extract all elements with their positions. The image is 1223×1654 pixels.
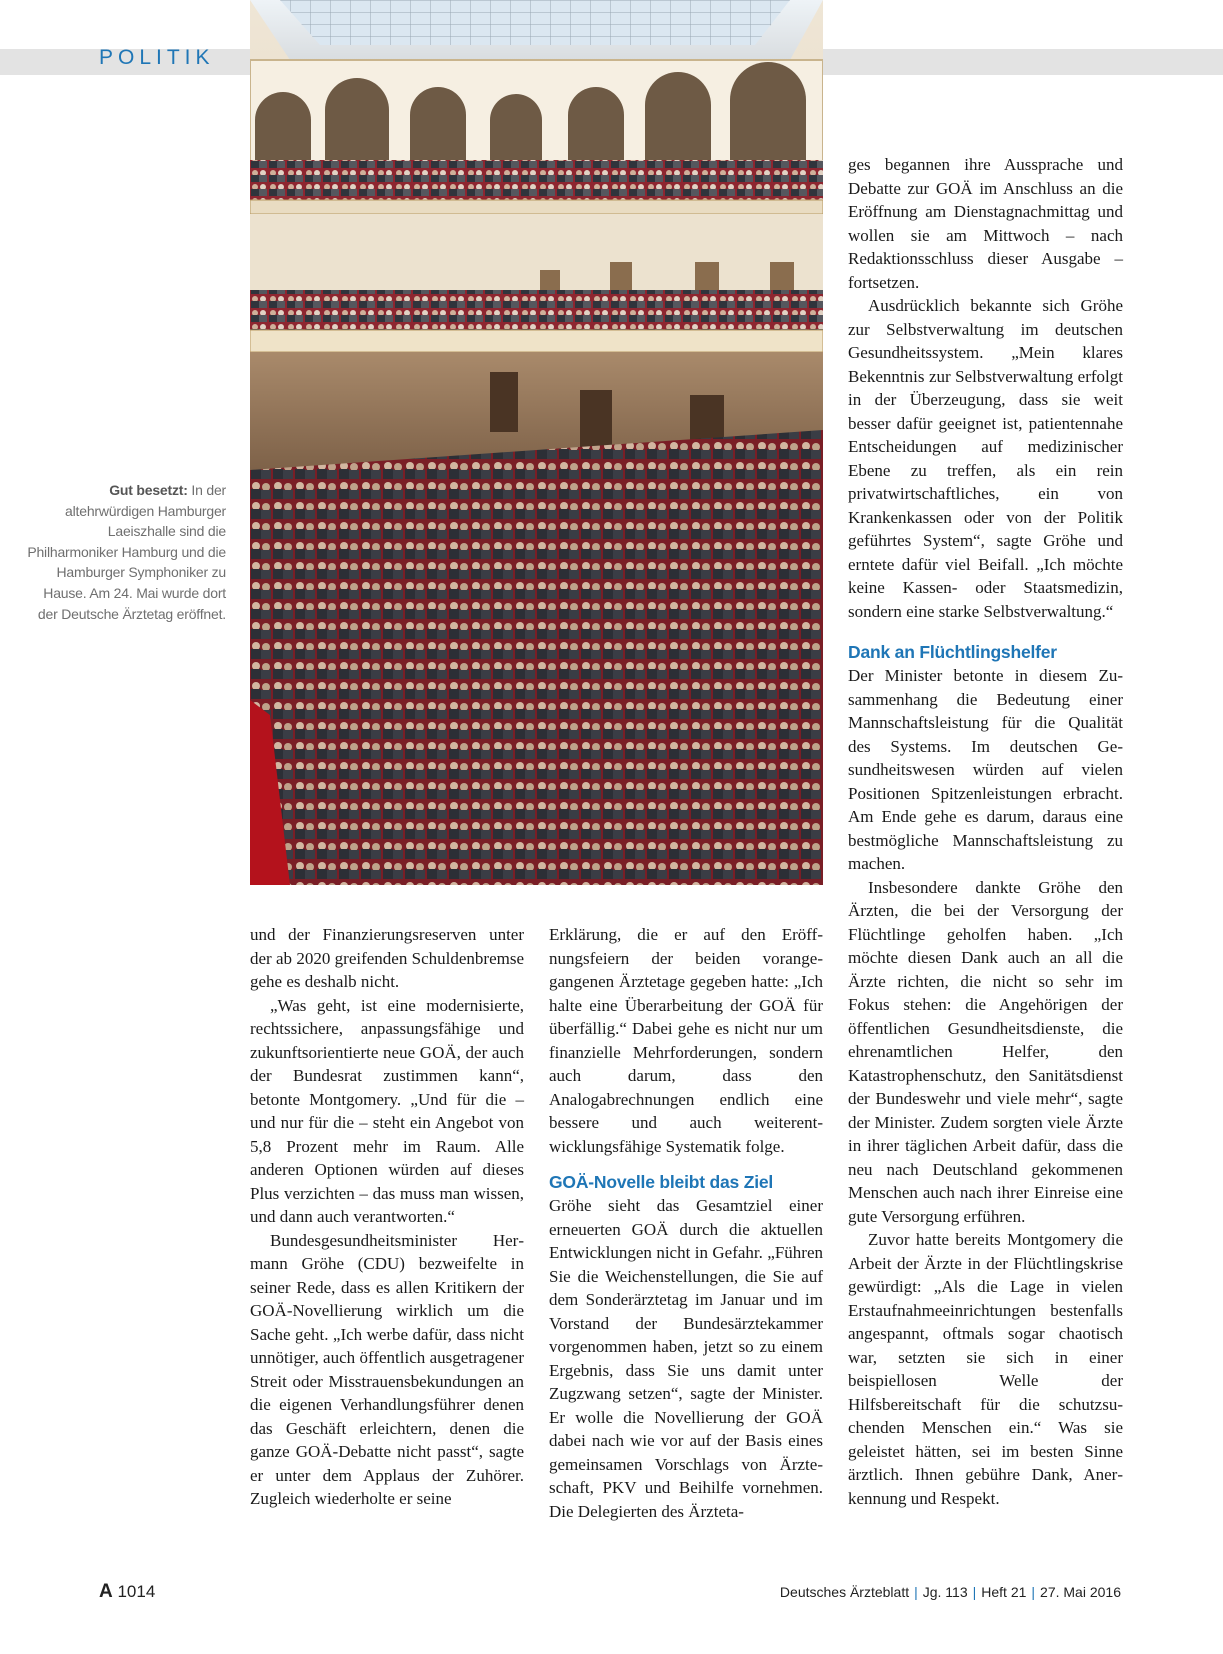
concert-hall-illustration — [250, 0, 823, 885]
caption-lead: Gut besetzt: — [109, 482, 188, 498]
paragraph: Ausdrücklich bekannte sich Gröhe zur Selbstverwaltung im deutschen Gesundheitssystem. „Mein klares Bekenntnis zur Selbstverwaltung erfolgt in der Überzeugung, dass sie weit besser dafür geeignet ist, patientennahe Entscheidungen auf medizinischer Ebene zu treffen, als ein rein privatwirtschaftliches, ein von Krankenkassen oder von der Politik geführtes System“, sagte Gröhe und erntete dafür viel Beifall. „Ich möchte keine Kassen- oder Staatsmedizin, sondern eine starke Selbstverwaltung.“ — [848, 296, 1123, 621]
subheading: Dank an Flüchtlingshelfer — [848, 642, 1057, 662]
paragraph: Zuvor hatte bereits Montgomery die Arbeit der Ärzte in der Flüchtlingskrise gewürdigt: „Als die Lage in vielen Erstaufnahmeeinrichtungen bestenfalls angespannt, oftmals sogar chaotisch war, setzten sie sich in einer beispiellosen Welle der Hilfsbereitschaft für die schutzsuchenden Menschen ein.“ Was sie geleistet hätten, sei im besten Sinne ärztlich. Ihnen gebühre Dank, Anerkennung und Respekt. — [848, 1230, 1123, 1508]
paragraph: Gröhe sieht das Gesamtziel einer erneuerten GOÄ durch die aktuellen Entwicklungen nicht in Gefahr. „Führen Sie die Weichenstellungen, die Sie auf dem Sonderärztetag im Januar und im Vorstand der Bundesärztekammer vorgenommen haben, jetzt so zu einem Ergebnis, dass Sie uns damit unter Zugzwang setzen“, sagte der Minister. Er wolle die Novellierung der GOÄ dabei nach wie vor auf der Basis eines gemeinsamen Vorschlags von Ärzteschaft, PKV und Beihilfe vornehmen. Die Delegierten des Ärzteta- — [549, 1196, 823, 1521]
paragraph: Erklärung, die er auf den Eröffnungsfeiern der beiden vorangegangenen Ärztetage gegeben hatte: „Ich halte eine Überarbeitung der GOÄ für überfällig.“ Dabei gehe es nicht nur um finanzielle Mehrforderungen, sondern auch darum, dass den Analogabrechnungen endlich eine bessere und auch weiterentwicklungsfähige Systematik folge. — [549, 925, 823, 1156]
photo-caption — [20, 480, 226, 624]
date: 27. Mai 2016 — [1040, 1584, 1121, 1600]
separator: | — [1031, 1584, 1036, 1600]
paragraph: „Was geht, ist eine modernisierte, rechtssichere, anpassungsfähige und zukunftsorientierte neue GOÄ, der auch der Bundesrat zustimmen kann“, betonte Montgomery. „Und für die – und nur für die – steht ein Angebot von 5,8 Prozent mehr im Raum. Alle anderen Optionen würden auf dieses Plus verzichten – das muss man wissen, und dann auch verantworten.“ — [250, 995, 524, 1226]
paragraph: Bundesgesundheitsminister Hermann Gröhe (CDU) bezweifelte in seiner Rede, dass es allen Kritikern der GOÄ-Novellierung wirklich um die Sache geht. „Ich werbe dafür, dass nicht unnötiger, auch öffentlich ausgetragener Streit oder Misstrauensbekundungen an die eigenen Verhandlungsführer denen das Geschäft erleichtern, denen die ganze GOÄ-Debatte nicht passt“, sagte er unter dem Applaus der Zuhörer. Zugleich wiederholte er seine — [250, 1230, 524, 1508]
subheading: GOÄ-Novelle bleibt das Ziel — [549, 1172, 774, 1192]
article-column-3 — [848, 153, 1123, 1510]
article-column-2 — [549, 923, 823, 1523]
article-column-1 — [250, 923, 524, 1511]
section-label: POLITIK — [99, 46, 215, 69]
issue: Heft 21 — [981, 1584, 1027, 1600]
paragraph: ges begannen ihre Aussprache und Debatte zur GOÄ im Anschluss an die Eröffnung am Dienstagnachmittag und wollen sie am Mittwoch – nach Redaktionsschluss dieser Ausgabe – fortsetzen. — [848, 155, 1123, 292]
separator: | — [914, 1584, 918, 1600]
caption-text: In der altehrwürdigen Hamburger Laeiszhalle sind die Philharmoniker Hamburg und die Hamburger Symphoniker zu Hause. Am 24. Mai wurde dort der Deutsche Ärztetag eröffnet. — [27, 482, 226, 622]
footer-citation — [780, 1584, 1121, 1600]
separator: | — [972, 1584, 977, 1600]
paragraph: Insbesondere dankte Gröhe den Ärzten, die bei der Versorgung der Flüchtlinge geholfen haben. „Ich möchte diesen Dank auch an all die Ärzte richten, die nicht so sehr im Fokus stehen: die Angehörigen der öffentlichen Gesundheitsdienste, die ehrenamtlichen Helfer, den Katastrophenschutz, den Sanitätsdienst der Bundeswehr und viele mehr“, sagte der Minister. Zudem sorgten viele Ärzte in ihrer täglichen Arbeit dafür, dass die neu nach Deutschland gekommenen Menschen auch nach ihrer Einreise eine gute Versorgung erführen. — [848, 877, 1123, 1226]
journal-name: Deutsches Ärzteblatt — [779, 1584, 910, 1600]
paragraph: Der Minister betonte in diesem Zusammenhang die Bedeutung einer Mannschaftsleistung für die Qualität des Systems. Im deutschen Gesundheitswesen würden auf vielen Positionen Spitzenleistungen erbracht. Am Ende gehe es darum, daraus eine bestmögliche Mannschaftsleistung zu machen. — [848, 666, 1123, 873]
concert-hall-photo — [250, 0, 823, 885]
page-number — [99, 1581, 155, 1603]
page-prefix: A — [99, 1581, 113, 1602]
volume: Jg. 113 — [922, 1584, 968, 1600]
page-number-value: 1014 — [112, 1582, 156, 1601]
paragraph: und der Finanzierungsreserven unter der ab 2020 greifenden Schuldenbremse gehe es deshalb nicht. — [250, 925, 524, 991]
